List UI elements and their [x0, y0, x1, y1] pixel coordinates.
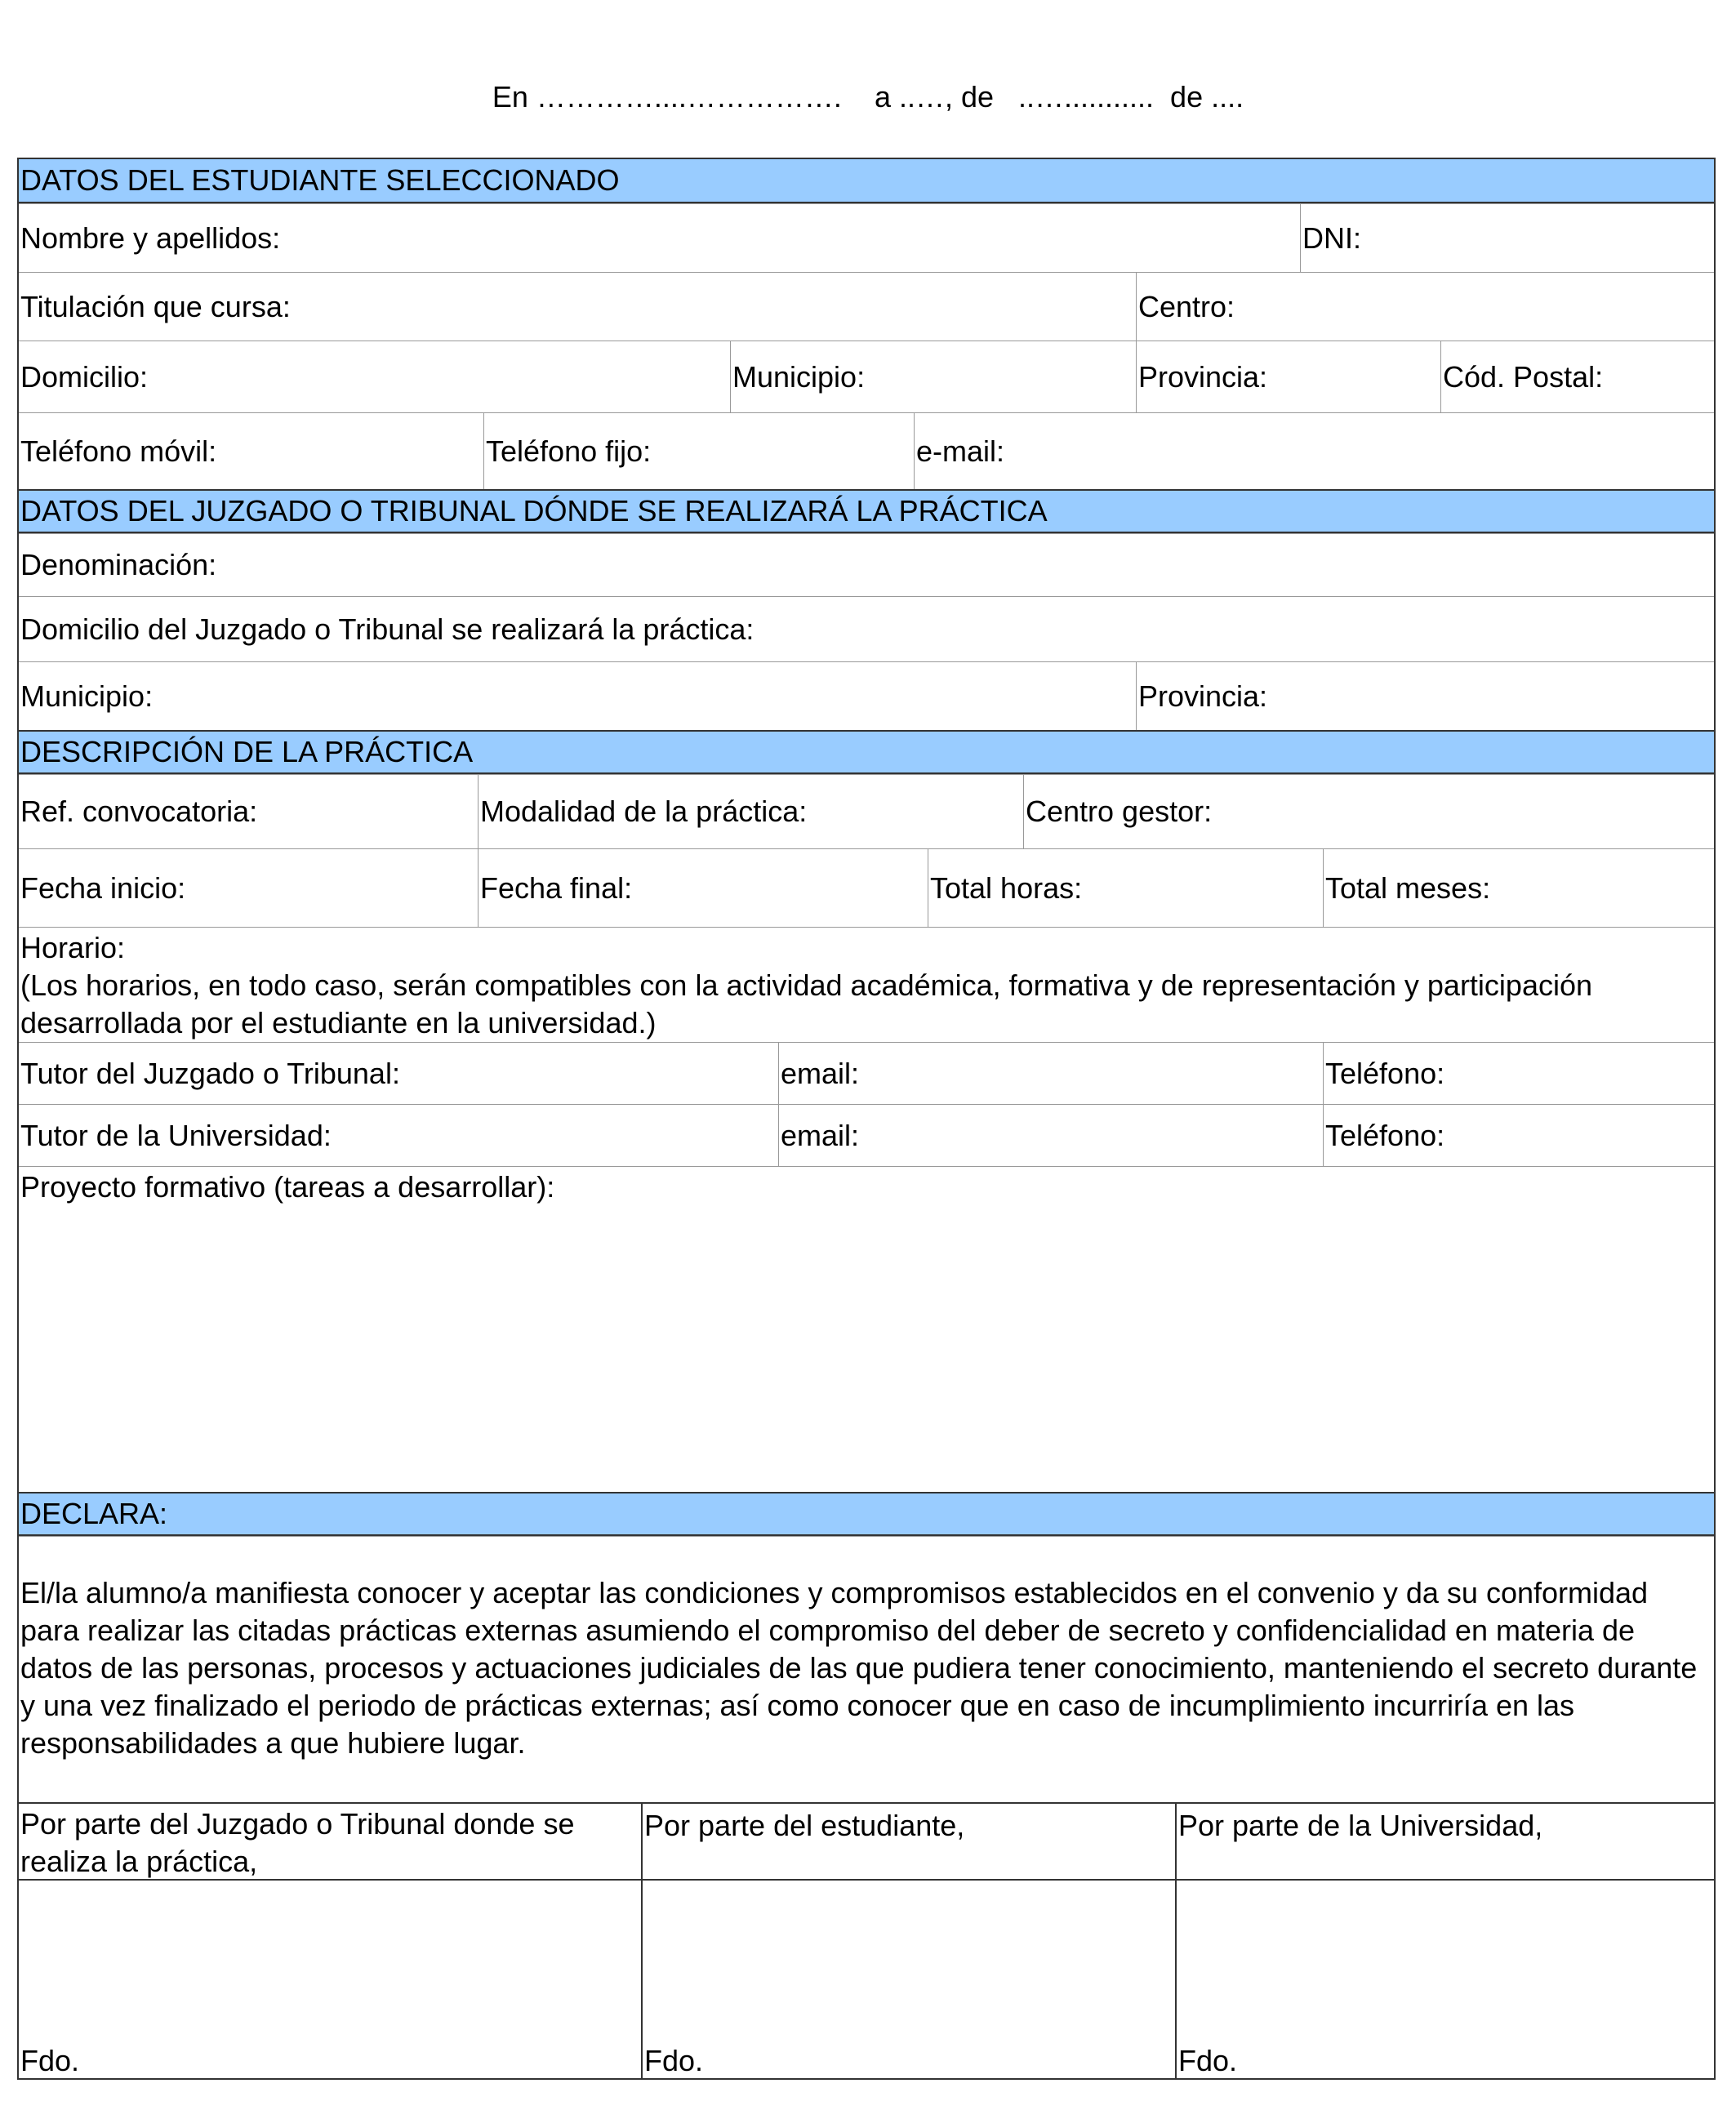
- signature-university[interactable]: [1175, 1881, 1714, 2078]
- field-project[interactable]: Proyecto formativo (tareas a desarrollar):: [20, 1170, 555, 1204]
- field-landline[interactable]: Teléfono fijo:: [483, 413, 914, 489]
- field-uni-tutor-phone[interactable]: Teléfono:: [1323, 1105, 1714, 1166]
- section-header-declares: DECLARA:: [19, 1492, 1714, 1536]
- field-court-name[interactable]: Denominación:: [20, 548, 217, 581]
- sign-label-student: Por parte del estudiante,: [641, 1804, 1175, 1879]
- field-ref[interactable]: Ref. convocatoria:: [20, 795, 258, 828]
- field-name[interactable]: Nombre y apellidos:: [20, 220, 281, 255]
- field-total-hours[interactable]: Total horas:: [928, 849, 1323, 927]
- signature-student[interactable]: [641, 1881, 1175, 2078]
- field-postal-code[interactable]: Cód. Postal:: [1440, 341, 1714, 412]
- sign-label-court: Por parte del Juzgado o Tribunal donde se realiza la práctica,: [20, 1807, 575, 1878]
- field-court-municipality[interactable]: Municipio:: [20, 679, 154, 713]
- schedule-note: (Los horarios, en todo caso, serán compatibles con la actividad académica, formativa y de representación y participación desarrollada por el estudiante en la universidad.): [20, 968, 1593, 1039]
- schedule-label: Horario:: [20, 931, 126, 964]
- practice-form: [17, 158, 1716, 2080]
- field-court-tutor-phone[interactable]: Teléfono:: [1323, 1043, 1714, 1104]
- signature-court[interactable]: [19, 1881, 641, 2078]
- signed-label: Fdo.: [1178, 2044, 1238, 2077]
- field-court-province[interactable]: Provincia:: [1136, 662, 1714, 730]
- field-centre[interactable]: Centro:: [1136, 273, 1714, 341]
- field-uni-tutor[interactable]: Tutor de la Universidad:: [20, 1118, 332, 1152]
- signed-label: Fdo.: [644, 2044, 704, 2077]
- field-start-date[interactable]: Fecha inicio:: [20, 870, 186, 905]
- declaration-text: El/la alumno/a manifiesta conocer y aceptar las condiciones y compromisos establecidos en el convenio y da su conformidad para realizar las citadas prácticas externas asumiendo el compromiso del deber de secreto y confidencialidad en materia de datos de las personas, procesos y actuaciones judiciales de las que pudiera tener conocimiento, manteniendo el secreto durante y una vez finalizado el periodo de prácticas externas; así como conocer que en caso de incumplimiento incurriría en las responsabilidades a que hubiere lugar.: [20, 1576, 1698, 1760]
- sign-label-university: Por parte de la Universidad,: [1175, 1804, 1714, 1879]
- field-uni-tutor-email[interactable]: email:: [778, 1105, 1323, 1166]
- field-court-tutor-email[interactable]: email:: [778, 1043, 1323, 1104]
- field-end-date[interactable]: Fecha final:: [478, 849, 928, 927]
- field-total-months[interactable]: Total meses:: [1323, 849, 1714, 927]
- field-address[interactable]: Domicilio:: [20, 359, 149, 394]
- field-mobile[interactable]: Teléfono móvil:: [20, 434, 217, 468]
- field-email[interactable]: e-mail:: [914, 413, 1714, 489]
- signed-label: Fdo.: [20, 2044, 80, 2077]
- field-managing-centre[interactable]: Centro gestor:: [1023, 775, 1714, 848]
- field-municipality[interactable]: Municipio:: [730, 341, 1136, 412]
- section-header-student: DATOS DEL ESTUDIANTE SELECCIONADO: [19, 159, 1714, 203]
- field-schedule[interactable]: [19, 927, 1714, 1042]
- field-mode[interactable]: Modalidad de la práctica:: [478, 775, 1023, 848]
- field-dni[interactable]: DNI:: [1300, 204, 1714, 272]
- field-province[interactable]: Provincia:: [1136, 341, 1440, 412]
- date-line: En …………....……………. a ..…, de ..…........... de ....: [492, 80, 1244, 114]
- field-court-address[interactable]: Domicilio del Juzgado o Tribunal se realizará la práctica:: [20, 612, 754, 646]
- section-header-practice: DESCRIPCIÓN DE LA PRÁCTICA: [19, 730, 1714, 774]
- section-header-court: DATOS DEL JUZGADO O TRIBUNAL DÓNDE SE REALIZARÁ LA PRÁCTICA: [19, 489, 1714, 533]
- field-court-tutor[interactable]: Tutor del Juzgado o Tribunal:: [20, 1056, 400, 1090]
- field-degree[interactable]: Titulación que cursa:: [20, 289, 291, 323]
